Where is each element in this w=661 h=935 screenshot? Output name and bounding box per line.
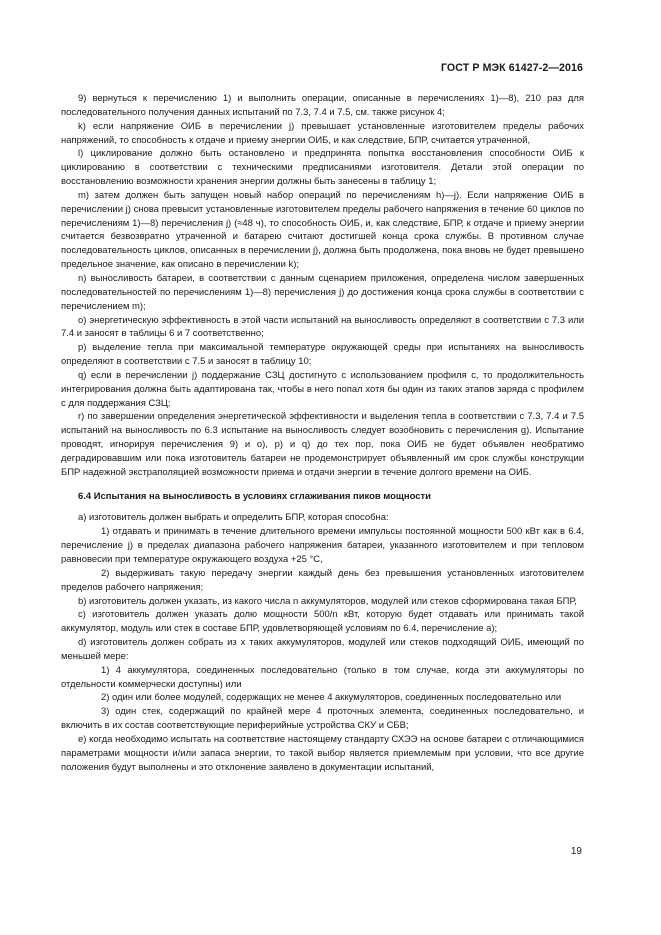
list-item: l) циклирование должно быть остановлено и предпринята попытка восстановления способности ОИБ к циклированию в соответствии с техническими предписаниями изготовителя. Детали этой операции по восстановлению возможности хранения энергии должны быть занесены в таблицу 1; — [61, 148, 584, 188]
sub-list-item: 3) один стек, содержащий по крайней мере 4 проточных элемента, соединенных последовательно, и включить в их состав соответствующие периферийные устройства СКУ и СБВ; — [61, 706, 584, 732]
list-item: b) изготовитель должен указать, из какого числа n аккумуляторов, модулей или стеков сформирована такая БПР, — [78, 595, 577, 607]
list-item: m) затем должен быть запущен новый набор операций по перечислениям h)—j). Если напряжение ОИБ в перечислении j) снова превысит установленные изготовителем пределы рабочего напряжения в течение 60 циклов по перечислениям 1)—8) перечисления j) (≈48 ч), то способность ОИБ, и, как следствие, БПР, к отдаче и приему энергии считается безвозвратно утраченной и батарею считают достигшей конца срока службы. В противном случае последовательность циклов, описанных в перечислении j), должна быть продолжена, пока вновь не будет превышено предельное значение, как описано в перечислении k); — [61, 189, 584, 271]
page-number: 19 — [570, 846, 582, 857]
list-item: k) если напряжение ОИБ в перечислении j) превышает установленные изготовителем пределы рабочих напряжений, то способность к отдаче и приему энергии ОИБ, и как следствие, БПР, считается утраченной, — [61, 120, 584, 146]
sub-list-item: 2) один или более модулей, содержащих не менее 4 аккумуляторов, соединенных последовательно или — [101, 692, 562, 704]
standard-header: ГОСТ Р МЭК 61427-2—2016 — [440, 62, 583, 74]
section-heading: 6.4 Испытания на выносливость в условиях сглаживания пиков мощности — [78, 490, 431, 502]
list-item: q) если в перечислении j) поддержание СЗЦ достигнуто с использованием профиля с, то продолжительность интегрирования должна быть адаптирована так, чтобы в него попал хотя бы один из таких этапов заряда с профилем с для поддержания СЗЦ; — [61, 369, 584, 409]
list-item: a) изготовитель должен выбрать и определить БПР, которая способна: — [78, 512, 389, 524]
document-body — [61, 92, 584, 775]
list-item: r) по завершении определения энергетической эффективности и выделения тепла в соответствии с 7.3, 7.4 и 7.5 испытаний на выносливость по 6.3 испытание на выносливость следует возобновить с перечисления g). Испытание проводят, игнорируя перечисления 9) и o), p) и q) до тех пор, пока ОИБ не будет объявлен необратимо деградировавшим или пока изготовитель батареи не продемонстрирует объявленный им срок службы конструкции БПР надежной экстраполяцией возможности приема и отдачи энергии в течение долгого времени на ОИБ. — [61, 411, 584, 478]
list-item: n) выносливость батареи, в соответствии с данным сценарием приложения, определена числом завершенных последовательностей по перечислениям 1)—8) перечисления j) до достижения конца срока службы в соответствии с перечислением m); — [61, 272, 584, 312]
sub-list-item: 1) отдавать и принимать в течение длительного времени импульсы постоянной мощности 500 кВт как в 6.4, перечисление j) в пределах диапазона рабочего напряжения батареи, указанного изготовителем и при тепловом равновесии при температуре окружающего воздуха +25 °С, — [61, 526, 584, 565]
list-item: 9) вернуться к перечислению 1) и выполнить операции, описанные в перечислениях 1)—8), 210 раз для последовательного получения данных испытаний по 7.3, 7.4 и 7.5, см. также рисунок 4; — [61, 93, 584, 118]
list-item: o) энергетическую эффективность в этой части испытаний на выносливость определяют в соответствии с 7.3 или 7.4 и заносят в таблицы 6 и 7 соответственно; — [61, 314, 584, 340]
list-item: p) выделение тепла при максимальной температуре окружающей среды при испытаниях на выносливость определяют в соответствии с 7.5 и заносят в таблицу 10; — [61, 342, 584, 368]
list-item: e) когда необходимо испытать на соответствие настоящему стандарту СХЭЭ на основе батареи с отличающимися параметрами мощности и/или запаса энергии, то такой выбор является приемлемым при условии, что все другие положения будут выполнены и это отклонение заявлено в документации испытаний, — [61, 733, 584, 773]
sub-list-item: 2) выдерживать такую передачу энергии каждый день без превышения установленных изготовителем пределов рабочего напряжения; — [61, 567, 584, 593]
sub-list-item: 1) 4 аккумулятора, соединенных последовательно (только в том случае, когда эти аккумуляторы по отдельности коммерчески доступны) или — [61, 664, 584, 690]
list-item: d) изготовитель должен собрать из x таких аккумуляторов, модулей или стеков подходящий ОИБ, имеющий по меньшей мере: — [61, 637, 584, 662]
list-item: c) изготовитель должен указать долю мощности 500/n кВт, которую будет отдавать или принимать такой аккумулятор, модуль или стек в составе БПР, удовлетворяющей условиям по 6.4, перечисление a); — [61, 609, 584, 635]
